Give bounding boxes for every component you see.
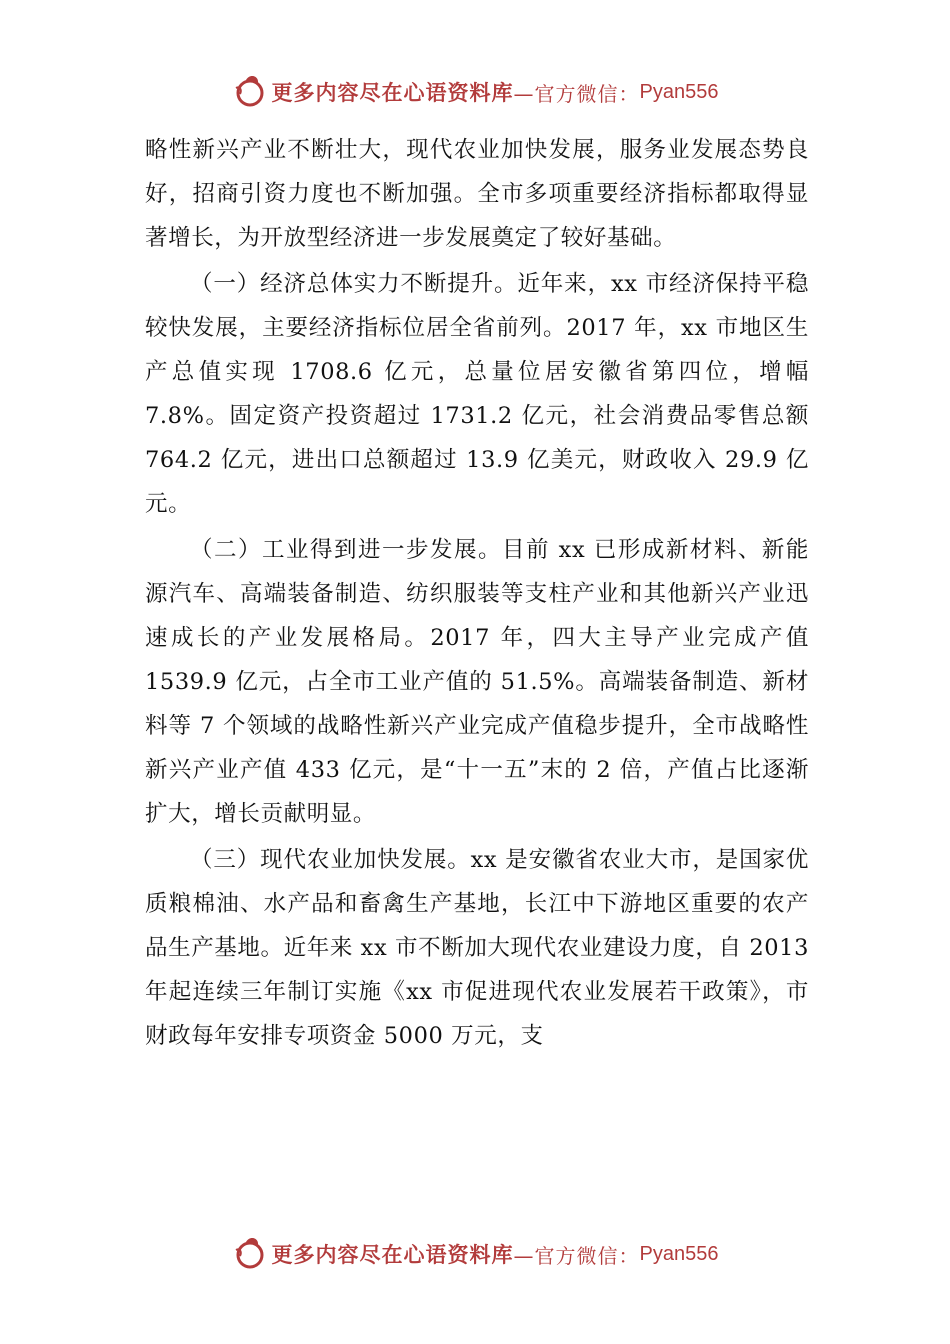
banner-sub-text: —官方微信： (513, 81, 640, 106)
banner-main-text: 更多内容尽在心语资料库 (271, 81, 514, 105)
header-banner (0, 70, 950, 114)
banner-wechat-id: Pyan556 (639, 1242, 719, 1265)
leaf-ring-logo-icon (232, 1236, 268, 1272)
footer-banner (0, 1232, 950, 1276)
paragraph-agriculture: （三）现代农业加快发展。xx 是安徽省农业大市，是国家优质粮棉油、水产品和畜禽生产基地，长江中下游地区重要的农产品生产基地。近年来 xx 市不断加大现代农业建设力度，自 2013 年起连续三年制订实施《xx 市促进现代农业发展若干政策》，市财政每年安排专项资金 5000 万元，支 (145, 847, 809, 1049)
leaf-ring-logo-icon (232, 74, 268, 110)
document-body (145, 128, 809, 1058)
paragraph-continued: 略性新兴产业不断壮大，现代农业加快发展，服务业发展态势良好，招商引资力度也不断加强。全市多项重要经济指标都取得显著增长，为开放型经济进一步发展奠定了较好基础。 (145, 137, 809, 251)
paragraph-economy: （一）经济总体实力不断提升。近年来，xx 市经济保持平稳较快发展，主要经济指标位居全省前列。2017 年，xx 市地区生产总值实现 1708.6 亿元，总量位居安徽省第四位，增幅 7.8%。固定资产投资超过 1731.2 亿元，社会消费品零售总额 764.2 亿元，进出口总额超过 13.9 亿美元，财政收入 29.9 亿元。 (145, 271, 809, 517)
paragraph-industry: （二）工业得到进一步发展。目前 xx 已形成新材料、新能源汽车、高端装备制造、纺织服装等支柱产业和其他新兴产业迅速成长的产业发展格局。2017 年，四大主导产业完成产值 1539.9 亿元，占全市工业产值的 51.5%。高端装备制造、新材料等 7 个领域的战略性新兴产业完成产值稳步提升，全市战略性新兴产业产值 433 亿元，是“十一五”末的 2 倍，产值占比逐渐扩大，增长贡献明显。 (145, 537, 809, 827)
banner-wechat-id: Pyan556 (639, 80, 719, 103)
banner-main-text: 更多内容尽在心语资料库 (271, 1243, 514, 1267)
banner-sub-text: —官方微信： (513, 1243, 640, 1268)
